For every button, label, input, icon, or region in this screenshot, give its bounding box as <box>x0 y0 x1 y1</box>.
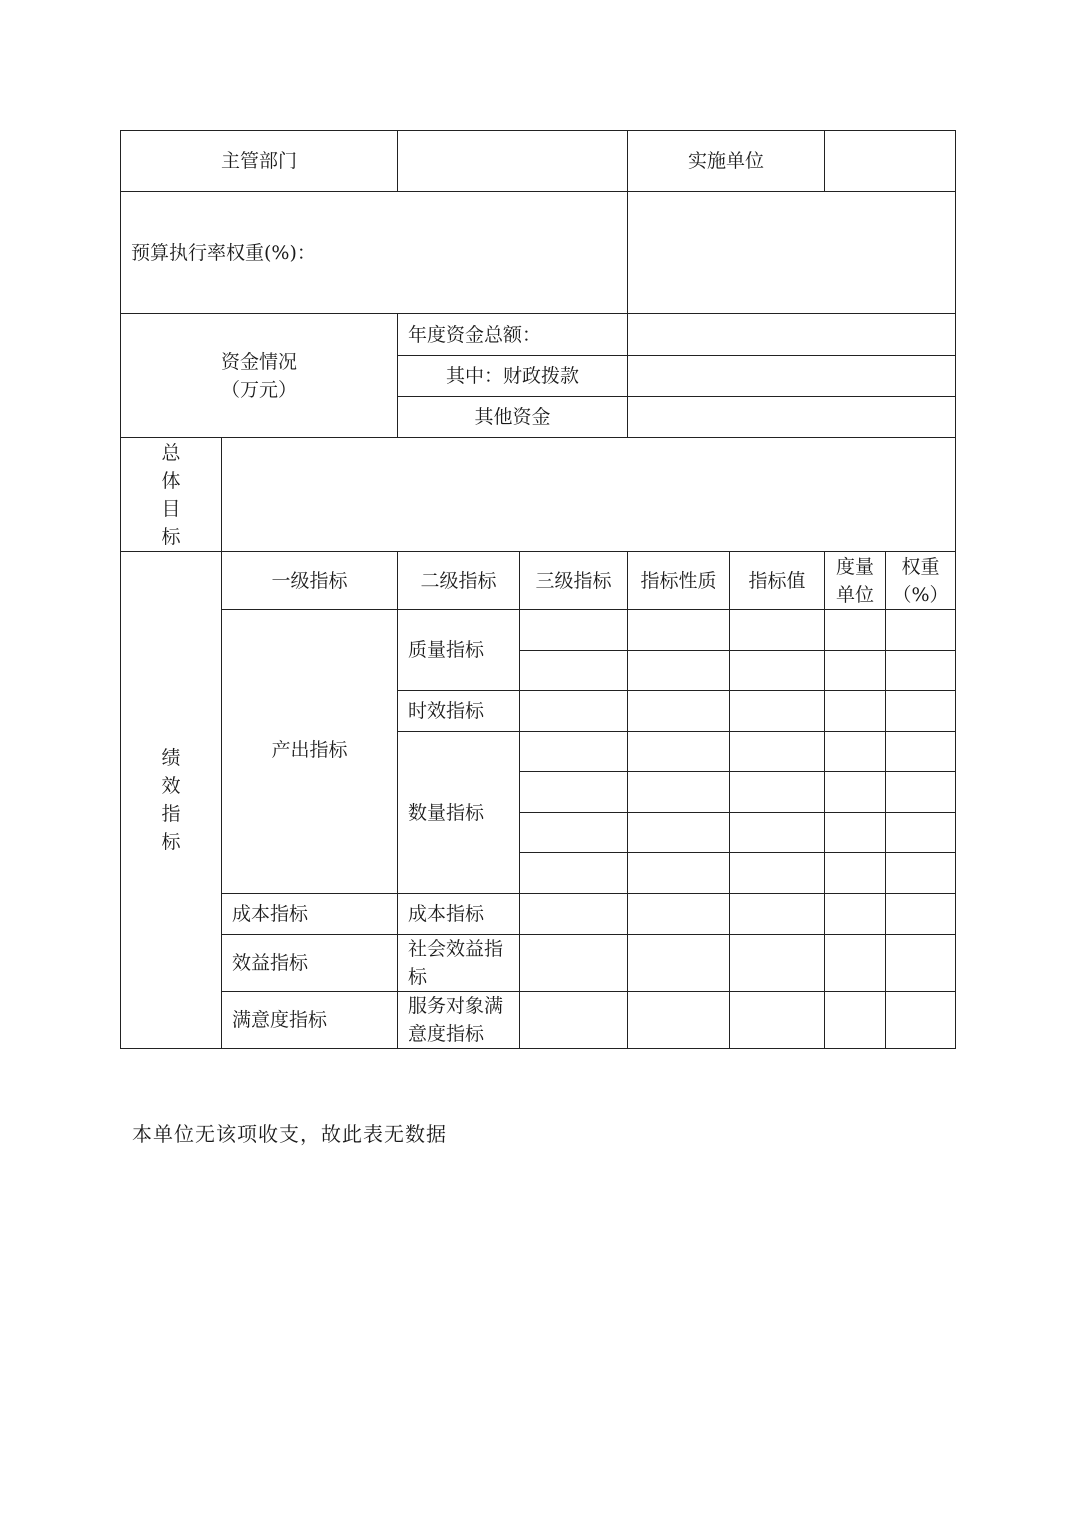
table-cell[interactable] <box>886 813 956 853</box>
table-cell[interactable] <box>520 732 628 772</box>
table-cell[interactable] <box>825 894 886 935</box>
row-header <box>121 131 956 192</box>
row-indicator-headers <box>121 552 956 610</box>
table-cell[interactable] <box>886 992 956 1049</box>
table-cell[interactable] <box>825 992 886 1049</box>
table-cell[interactable] <box>520 651 628 691</box>
col-header-weight <box>886 552 956 610</box>
table-cell[interactable] <box>628 853 730 894</box>
row-overall-goal <box>121 438 956 552</box>
table-cell[interactable] <box>730 651 825 691</box>
table-cell[interactable] <box>886 894 956 935</box>
table-cell[interactable] <box>520 610 628 651</box>
quantity-indicator-label: 数量指标 <box>398 732 520 894</box>
table-cell[interactable] <box>825 853 886 894</box>
row-budget <box>121 192 956 314</box>
timeliness-indicator-label: 时效指标 <box>398 691 520 732</box>
table-cell[interactable] <box>886 732 956 772</box>
table-cell[interactable] <box>825 610 886 651</box>
performance-indicators-char: 标 <box>161 831 181 853</box>
table-cell[interactable] <box>886 691 956 732</box>
overall-goal-char: 总 <box>161 441 181 464</box>
funds-label <box>121 314 398 438</box>
table-row <box>121 894 956 935</box>
table-row <box>121 992 956 1049</box>
no-data-note: 本单位无该项收支，故此表无数据 <box>132 1122 447 1146</box>
competent-dept-value[interactable] <box>398 131 628 192</box>
benefit-indicator-level2: 社会效益指标 <box>398 935 520 992</box>
table-cell[interactable] <box>628 894 730 935</box>
budget-execution-weight-label: 预算执行率权重(%)： <box>121 192 628 314</box>
table-cell[interactable] <box>628 691 730 732</box>
table-cell[interactable] <box>825 772 886 813</box>
table-cell[interactable] <box>520 813 628 853</box>
table-cell[interactable] <box>520 691 628 732</box>
table-cell[interactable] <box>825 813 886 853</box>
funds-total-value[interactable] <box>628 314 956 356</box>
table-cell[interactable] <box>730 992 825 1049</box>
overall-goal-label <box>121 438 222 552</box>
table-cell[interactable] <box>520 853 628 894</box>
table-cell[interactable] <box>730 732 825 772</box>
competent-dept-label: 主管部门 <box>121 131 398 192</box>
benefit-indicator-level1: 效益指标 <box>222 935 398 992</box>
funds-label-line2: （万元） <box>221 378 298 401</box>
table-cell[interactable] <box>886 610 956 651</box>
col-header-weight-line2: （%） <box>892 583 949 606</box>
funds-fiscal-label: 其中：财政拨款 <box>398 356 628 397</box>
col-header-nature: 指标性质 <box>628 552 730 610</box>
col-header-weight-line1: 权重 <box>901 555 940 578</box>
table-cell[interactable] <box>730 853 825 894</box>
col-header-level3: 三级指标 <box>520 552 628 610</box>
table-cell[interactable] <box>825 732 886 772</box>
cost-indicator-level2: 成本指标 <box>398 894 520 935</box>
table-cell[interactable] <box>628 732 730 772</box>
satisfaction-indicator-level2: 服务对象满意度指标 <box>398 992 520 1049</box>
overall-goal-char: 标 <box>161 525 181 548</box>
table-cell[interactable] <box>825 651 886 691</box>
table-cell[interactable] <box>520 772 628 813</box>
table-cell[interactable] <box>730 772 825 813</box>
output-indicator-label: 产出指标 <box>222 610 398 894</box>
table-cell[interactable] <box>628 772 730 813</box>
impl-unit-label: 实施单位 <box>628 131 825 192</box>
table-cell[interactable] <box>886 651 956 691</box>
col-header-unit-line2: 单位 <box>836 583 875 606</box>
table-cell[interactable] <box>825 691 886 732</box>
table-cell[interactable] <box>730 894 825 935</box>
col-header-value: 指标值 <box>730 552 825 610</box>
table-cell[interactable] <box>886 935 956 992</box>
table-cell[interactable] <box>730 691 825 732</box>
table-cell[interactable] <box>628 610 730 651</box>
table-cell[interactable] <box>628 935 730 992</box>
overall-goal-char: 体 <box>161 469 181 492</box>
table-row <box>121 610 956 651</box>
quality-indicator-label: 质量指标 <box>398 610 520 691</box>
impl-unit-value[interactable] <box>825 131 956 192</box>
table-cell[interactable] <box>520 992 628 1049</box>
row-funds-total <box>121 314 956 356</box>
overall-goal-value[interactable] <box>222 438 956 552</box>
performance-goal-table <box>120 130 956 1049</box>
table-cell[interactable] <box>886 853 956 894</box>
performance-indicators-char: 指 <box>161 803 181 825</box>
col-header-unit <box>825 552 886 610</box>
funds-other-label: 其他资金 <box>398 397 628 438</box>
overall-goal-char: 目 <box>161 497 181 520</box>
performance-indicators-char: 效 <box>161 775 181 797</box>
performance-indicators-label <box>121 552 222 1049</box>
table-cell[interactable] <box>730 813 825 853</box>
table-cell[interactable] <box>730 610 825 651</box>
table-cell[interactable] <box>886 772 956 813</box>
table-cell[interactable] <box>730 935 825 992</box>
satisfaction-indicator-level1: 满意度指标 <box>222 992 398 1049</box>
budget-execution-weight-value[interactable] <box>628 192 956 314</box>
cost-indicator-level1: 成本指标 <box>222 894 398 935</box>
funds-label-line1: 资金情况 <box>221 350 298 373</box>
table-cell[interactable] <box>825 935 886 992</box>
table-cell[interactable] <box>520 894 628 935</box>
table-cell[interactable] <box>628 813 730 853</box>
col-header-level1: 一级指标 <box>222 552 398 610</box>
table-row <box>121 935 956 992</box>
performance-indicators-char: 绩 <box>161 747 181 769</box>
table-cell[interactable] <box>520 935 628 992</box>
table-cell[interactable] <box>628 651 730 691</box>
col-header-level2: 二级指标 <box>398 552 520 610</box>
funds-total-label: 年度资金总额： <box>398 314 628 356</box>
table-cell[interactable] <box>628 992 730 1049</box>
funds-fiscal-value[interactable] <box>628 356 956 397</box>
col-header-unit-line1: 度量 <box>836 555 875 578</box>
funds-other-value[interactable] <box>628 397 956 438</box>
